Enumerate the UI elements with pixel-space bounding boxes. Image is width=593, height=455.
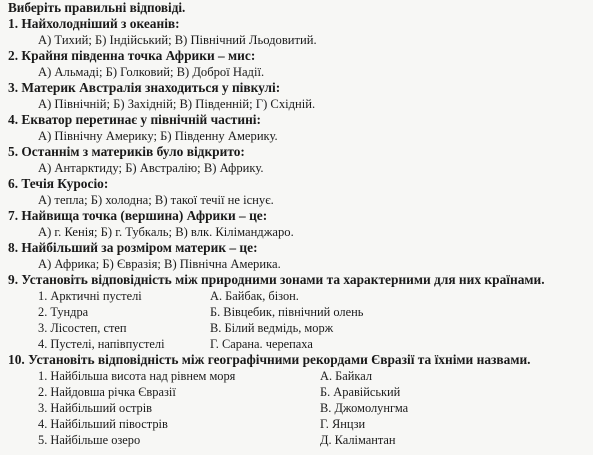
answer-options: А) Північній; Б) Західній; В) Південній; Г) Східній.: [38, 97, 316, 111]
match-row: [8, 384, 593, 400]
question-2: [8, 48, 593, 80]
match-row: [8, 304, 593, 320]
match-right-item: Г. Сарана. черепаха: [210, 337, 313, 351]
answer-options: А) Антарктиду; Б) Австралію; В) Африку.: [38, 161, 264, 175]
match-row: [8, 416, 593, 432]
match-left-item: 1. Арктичні пустелі: [38, 289, 142, 303]
question-8: [8, 240, 593, 272]
question-9: [8, 272, 593, 352]
match-right-item: Д. Калімантан: [320, 433, 396, 447]
answer-options: А) Тихий; Б) Індійський; В) Північний Льодовитий.: [38, 33, 317, 47]
question-text: 4. Екватор перетинає у північній частині:: [8, 112, 261, 127]
match-row: [8, 336, 593, 352]
match-left-item: 4. Найбільший півострів: [38, 417, 168, 431]
match-right-item: В. Білий ведмідь, морж: [210, 321, 334, 335]
match-row: [8, 368, 593, 384]
match-left-item: 3. Лісостеп, степ: [38, 321, 127, 335]
match-right-item: А. Байбак, бізон.: [210, 289, 299, 303]
question-3: [8, 80, 593, 112]
question-text: 6. Течія Куросіо:: [8, 176, 109, 191]
match-left-item: 3. Найбільший острів: [38, 401, 153, 415]
question-10: [8, 352, 593, 448]
match-right-item: Г. Янцзи: [320, 417, 366, 431]
question-text: 8. Найбільший за розміром материк – це:: [8, 240, 258, 255]
answer-options: А) г. Кенія; Б) г. Тубкаль; В) влк. Кіліманджаро.: [38, 225, 294, 239]
match-row: [8, 320, 593, 336]
question-text: 7. Найвища точка (вершина) Африки – це:: [8, 208, 268, 223]
question-text: 3. Материк Австралія знаходиться у півкулі:: [8, 80, 281, 95]
match-left-item: 2. Тундра: [38, 305, 89, 319]
instruction-text: Виберіть правильні відповіді.: [8, 0, 186, 15]
question-7: [8, 208, 593, 240]
question-text: 9. Установіть відповідність між природними зонами та характерними для них країнами.: [8, 272, 545, 287]
question-text: 2. Крайня південна точка Африки – мис:: [8, 48, 256, 63]
match-right-item: Б. Аравійський: [320, 385, 401, 399]
match-row: [8, 288, 593, 304]
answer-options: А) Африка; Б) Євразія; В) Північна Америка.: [38, 257, 281, 271]
question-1: [8, 16, 593, 48]
match-left-item: 2. Найдовша річка Євразії: [38, 385, 176, 399]
match-left-item: 1. Найбільша висота над рівнем моря: [38, 369, 236, 383]
match-left-item: 5. Найбільше озеро: [38, 433, 141, 447]
match-right-item: В. Джомолунгма: [320, 401, 409, 415]
question-4: [8, 112, 593, 144]
match-row: [8, 400, 593, 416]
question-text: 10. Установіть відповідність між географічними рекордами Євразії та їхніми назвами.: [8, 352, 531, 367]
match-row: [8, 432, 593, 448]
question-5: [8, 144, 593, 176]
answer-options: А) Північну Америку; Б) Південну Америку.: [38, 129, 278, 143]
answer-options: А) тепла; Б) холодна; В) такої течії не існує.: [38, 193, 274, 207]
match-left-item: 4. Пустелі, напівпустелі: [38, 337, 165, 351]
match-right-item: Б. Вівцебик, північний олень: [210, 305, 364, 319]
question-text: 1. Найхолодніший з океанів:: [8, 16, 180, 31]
match-right-item: А. Байкал: [320, 369, 373, 383]
answer-options: А) Альмаді; Б) Голковий; В) Доброї Надії.: [38, 65, 265, 79]
question-text: 5. Останнім з материків було відкрито:: [8, 144, 245, 159]
question-6: [8, 176, 593, 208]
